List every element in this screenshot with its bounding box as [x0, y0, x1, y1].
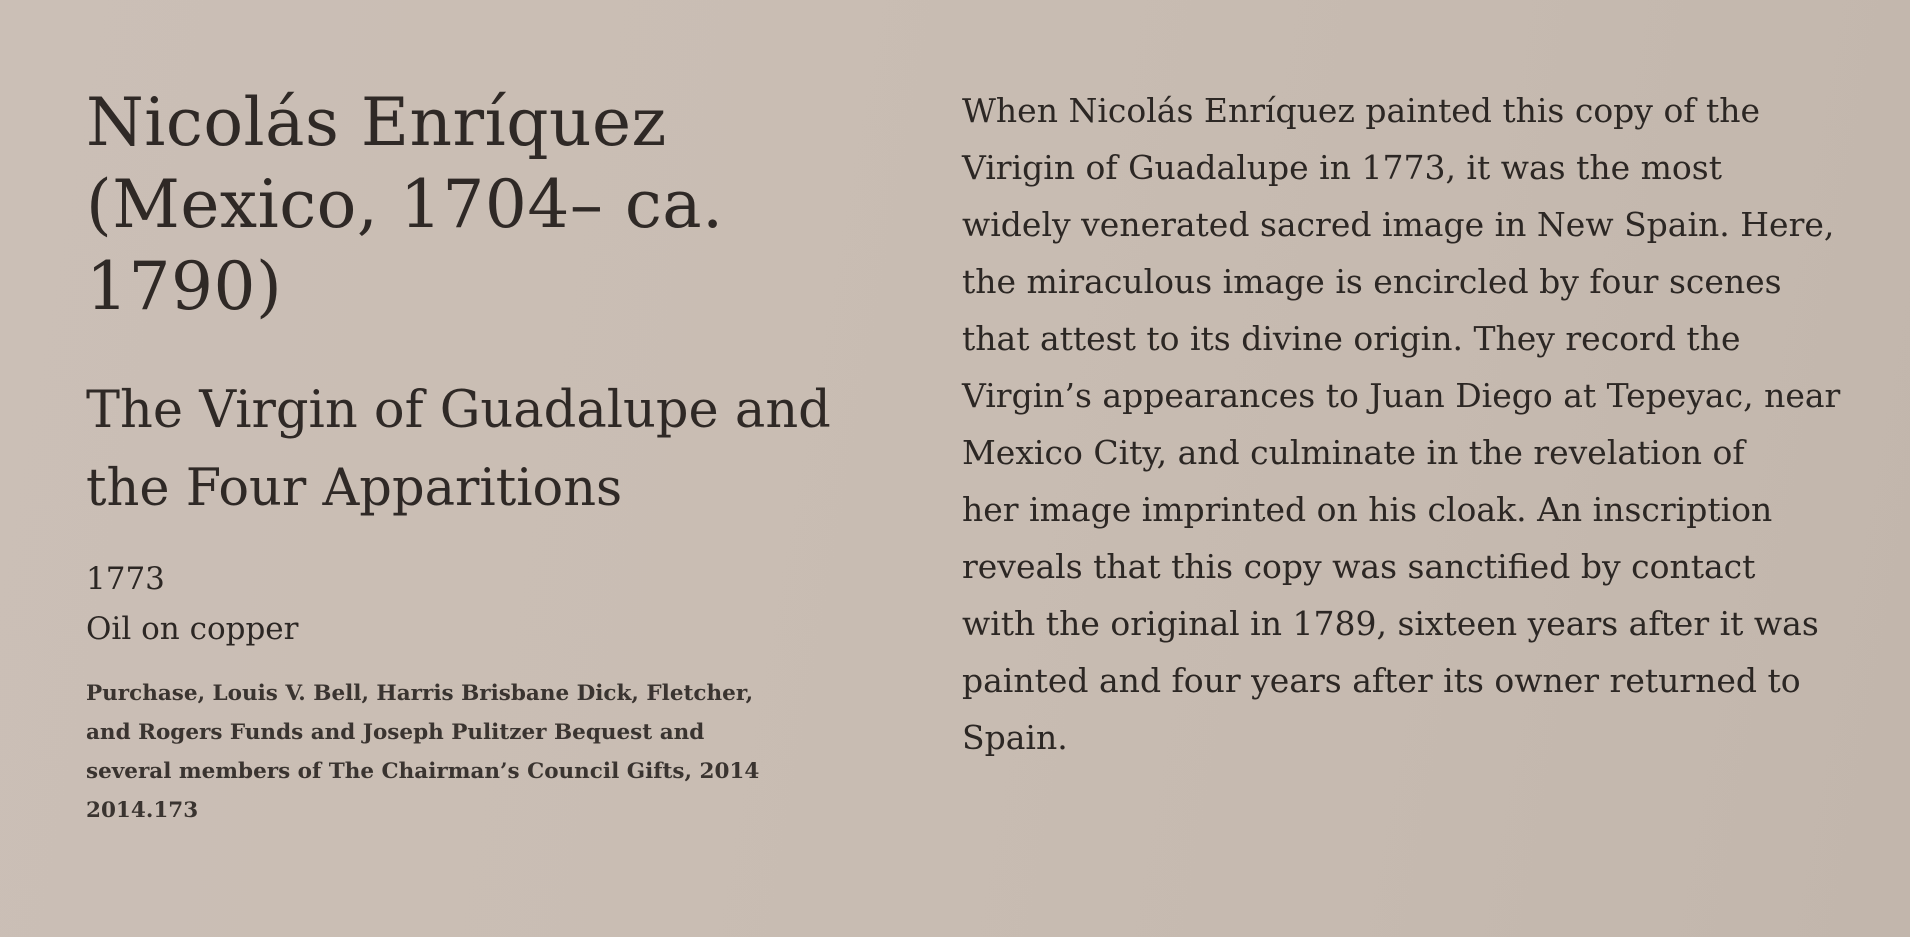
description-line: reveals that this copy was sanctified by contact	[962, 547, 1756, 586]
description-line: Mexico City, and culminate in the revelation of	[962, 433, 1745, 472]
accession-number: 2014.173	[86, 798, 199, 823]
description-line: widely venerated sacred image in New Spain. Here,	[962, 205, 1835, 244]
artist-name-line: Nicolás Enríquez	[86, 84, 667, 161]
description-line: Virigin of Guadalupe in 1773, it was the most	[962, 148, 1722, 187]
artist-nationality-dates: (Mexico, 1704– ca. 1790)	[86, 166, 724, 325]
description-line: Virgin’s appearances to Juan Diego at Tepeyac, near	[962, 376, 1841, 415]
description-line: painted and four years after its owner returned to	[962, 661, 1801, 700]
description-line: the miraculous image is encircled by four scenes	[962, 262, 1782, 301]
description-line: that attest to its divine origin. They record the	[962, 319, 1741, 358]
artwork-title	[86, 372, 886, 528]
credit-line-2: and Rogers Funds and Joseph Pulitzer Bequest and	[86, 720, 705, 745]
label-left-column	[86, 82, 886, 830]
artwork-title-line-1: The Virgin of Guadalupe and	[86, 381, 831, 440]
credit-line	[86, 674, 876, 830]
description-line: When Nicolás Enríquez painted this copy of the	[962, 91, 1761, 130]
description-line: her image imprinted on his cloak. An inscription	[962, 490, 1773, 529]
artwork-date: 1773	[86, 561, 165, 597]
artist-name	[86, 82, 886, 328]
description-text	[962, 82, 1872, 766]
artwork-medium: Oil on copper	[86, 611, 299, 647]
credit-line-3: several members of The Chairman’s Council Gifts, 2014	[86, 759, 760, 784]
credit-line-1: Purchase, Louis V. Bell, Harris Brisbane Dick, Fletcher,	[86, 681, 754, 706]
description-line: Spain.	[962, 718, 1068, 757]
description-line: with the original in 1789, sixteen years after it was	[962, 604, 1819, 643]
artwork-title-line-2: the Four Apparitions	[86, 459, 623, 518]
